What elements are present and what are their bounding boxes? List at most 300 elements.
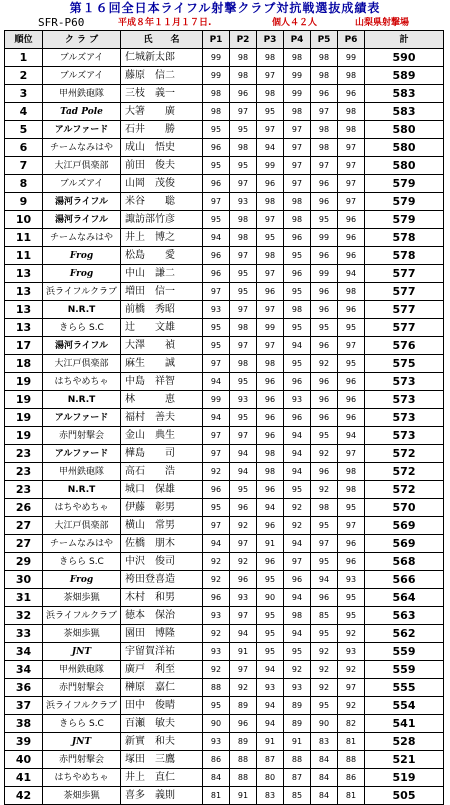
club-cell: チームなみはや — [43, 229, 121, 247]
club-cell: はちやめちゃ — [43, 499, 121, 517]
score-cell-p3: 96 — [257, 175, 284, 193]
score-cell-p2: 95 — [230, 409, 257, 427]
total-cell: 575 — [365, 355, 444, 373]
name-cell: 中島 祥智 — [121, 373, 203, 391]
table-row — [5, 769, 444, 787]
score-cell-p1: 95 — [203, 319, 230, 337]
score-cell-p2: 96 — [230, 571, 257, 589]
score-cell-p5: 97 — [311, 103, 338, 121]
club-cell: JNT — [43, 733, 121, 751]
name-cell: 榊原 嘉仁 — [121, 679, 203, 697]
score-cell-p2: 95 — [230, 283, 257, 301]
name-cell: 廣戸 利至 — [121, 661, 203, 679]
name-cell: 藤原 信二 — [121, 67, 203, 85]
score-cell-p2: 95 — [230, 157, 257, 175]
club-cell: Frog — [43, 265, 121, 283]
score-cell-p2: 98 — [230, 355, 257, 373]
score-cell-p3: 97 — [257, 301, 284, 319]
name-cell: 金山 典生 — [121, 427, 203, 445]
table-header-row — [5, 31, 444, 49]
score-cell-p5: 96 — [311, 337, 338, 355]
score-cell-p6: 96 — [338, 373, 365, 391]
rank-cell: 40 — [5, 751, 43, 769]
score-cell-p4: 93 — [284, 679, 311, 697]
score-cell-p5: 96 — [311, 85, 338, 103]
score-cell-p2: 95 — [230, 481, 257, 499]
table-row — [5, 445, 444, 463]
score-cell-p2: 97 — [230, 337, 257, 355]
rank-cell: 19 — [5, 427, 43, 445]
score-cell-p6: 98 — [338, 67, 365, 85]
table-row — [5, 283, 444, 301]
score-cell-p4: 95 — [284, 283, 311, 301]
rank-cell: 37 — [5, 697, 43, 715]
club-cell: はちやめちゃ — [43, 769, 121, 787]
total-cell: 579 — [365, 193, 444, 211]
club-cell: ブルズアイ — [43, 175, 121, 193]
name-cell: 増田 信一 — [121, 283, 203, 301]
club-cell: 湯河ライフル — [43, 337, 121, 355]
score-cell-p4: 92 — [284, 661, 311, 679]
rank-cell: 10 — [5, 211, 43, 229]
table-row — [5, 427, 444, 445]
rank-cell: 23 — [5, 463, 43, 481]
score-cell-p6: 97 — [338, 175, 365, 193]
rank-cell: 38 — [5, 715, 43, 733]
score-cell-p4: 94 — [284, 625, 311, 643]
total-cell: 572 — [365, 481, 444, 499]
score-cell-p4: 87 — [284, 769, 311, 787]
club-cell: 湯河ライフル — [43, 211, 121, 229]
score-cell-p3: 99 — [257, 319, 284, 337]
score-cell-p6: 96 — [338, 409, 365, 427]
score-cell-p3: 87 — [257, 751, 284, 769]
score-cell-p4: 89 — [284, 697, 311, 715]
score-cell-p2: 93 — [230, 589, 257, 607]
total-cell: 578 — [365, 247, 444, 265]
club-cell: JNT — [43, 643, 121, 661]
total-cell: 555 — [365, 679, 444, 697]
score-cell-p6: 96 — [338, 211, 365, 229]
score-cell-p2: 89 — [230, 733, 257, 751]
score-cell-p5: 92 — [311, 661, 338, 679]
table-row — [5, 373, 444, 391]
club-cell: 甲州鉄砲隊 — [43, 463, 121, 481]
score-cell-p1: 94 — [203, 229, 230, 247]
score-cell-p4: 96 — [284, 229, 311, 247]
score-cell-p4: 92 — [284, 499, 311, 517]
rank-cell: 6 — [5, 139, 43, 157]
score-cell-p4: 94 — [284, 535, 311, 553]
table-row — [5, 391, 444, 409]
col-header-club: ク ラ ブ — [43, 31, 121, 49]
total-cell: 572 — [365, 463, 444, 481]
total-cell: 570 — [365, 499, 444, 517]
score-cell-p2: 97 — [230, 301, 257, 319]
score-cell-p4: 97 — [284, 175, 311, 193]
score-cell-p5: 96 — [311, 283, 338, 301]
score-cell-p1: 94 — [203, 409, 230, 427]
score-cell-p3: 94 — [257, 661, 284, 679]
score-cell-p1: 95 — [203, 211, 230, 229]
name-cell: 辻 文雄 — [121, 319, 203, 337]
score-cell-p5: 98 — [311, 499, 338, 517]
score-cell-p4: 98 — [284, 193, 311, 211]
table-row — [5, 517, 444, 535]
event-code: SFR-P60 — [38, 16, 85, 29]
score-cell-p5: 98 — [311, 139, 338, 157]
score-cell-p5: 98 — [311, 49, 338, 67]
score-cell-p1: 97 — [203, 355, 230, 373]
total-cell: 590 — [365, 49, 444, 67]
table-row — [5, 751, 444, 769]
score-cell-p1: 97 — [203, 283, 230, 301]
total-cell: 568 — [365, 553, 444, 571]
rank-cell: 11 — [5, 247, 43, 265]
name-cell: 米谷 聡 — [121, 193, 203, 211]
name-cell: 井上 博之 — [121, 229, 203, 247]
table-row — [5, 535, 444, 553]
rank-cell: 34 — [5, 643, 43, 661]
club-cell: Frog — [43, 571, 121, 589]
rank-cell: 36 — [5, 679, 43, 697]
score-cell-p6: 92 — [338, 625, 365, 643]
score-cell-p1: 86 — [203, 751, 230, 769]
score-cell-p6: 81 — [338, 787, 365, 805]
score-cell-p6: 95 — [338, 319, 365, 337]
score-cell-p1: 92 — [203, 463, 230, 481]
score-cell-p2: 96 — [230, 499, 257, 517]
score-cell-p1: 95 — [203, 499, 230, 517]
rank-cell: 34 — [5, 661, 43, 679]
score-cell-p6: 93 — [338, 571, 365, 589]
score-cell-p6: 98 — [338, 121, 365, 139]
score-cell-p3: 94 — [257, 697, 284, 715]
total-cell: 583 — [365, 103, 444, 121]
score-cell-p6: 98 — [338, 103, 365, 121]
score-cell-p1: 96 — [203, 481, 230, 499]
score-cell-p4: 88 — [284, 751, 311, 769]
table-row — [5, 319, 444, 337]
score-cell-p1: 98 — [203, 103, 230, 121]
total-cell: 573 — [365, 409, 444, 427]
score-cell-p6: 98 — [338, 481, 365, 499]
score-cell-p2: 95 — [230, 121, 257, 139]
col-header-name: 氏 名 — [121, 31, 203, 49]
table-row — [5, 553, 444, 571]
club-cell: N.R.T — [43, 481, 121, 499]
score-cell-p4: 91 — [284, 733, 311, 751]
score-cell-p3: 91 — [257, 733, 284, 751]
total-cell: 569 — [365, 535, 444, 553]
total-cell: 562 — [365, 625, 444, 643]
event-date: 平成８年１１月１７日. — [118, 18, 212, 28]
score-cell-p5: 95 — [311, 517, 338, 535]
score-cell-p2: 94 — [230, 445, 257, 463]
total-cell: 577 — [365, 301, 444, 319]
score-cell-p5: 84 — [311, 769, 338, 787]
rank-cell: 8 — [5, 175, 43, 193]
score-cell-p3: 98 — [257, 355, 284, 373]
score-cell-p5: 84 — [311, 751, 338, 769]
score-cell-p4: 95 — [284, 247, 311, 265]
table-row — [5, 85, 444, 103]
name-cell: 大箸 廣 — [121, 103, 203, 121]
score-cell-p6: 81 — [338, 733, 365, 751]
name-cell: 園田 博隆 — [121, 625, 203, 643]
score-cell-p1: 97 — [203, 193, 230, 211]
table-row — [5, 67, 444, 85]
table-row — [5, 787, 444, 805]
score-cell-p5: 95 — [311, 625, 338, 643]
score-cell-p6: 97 — [338, 157, 365, 175]
score-cell-p3: 95 — [257, 571, 284, 589]
table-row — [5, 589, 444, 607]
score-cell-p6: 95 — [338, 607, 365, 625]
club-cell: 甲州鉄砲隊 — [43, 85, 121, 103]
club-cell: チームなみはや — [43, 535, 121, 553]
club-cell: アルファード — [43, 121, 121, 139]
name-cell: 横山 常男 — [121, 517, 203, 535]
score-cell-p5: 83 — [311, 733, 338, 751]
name-cell: 林 恵 — [121, 391, 203, 409]
score-cell-p1: 96 — [203, 247, 230, 265]
score-cell-p4: 95 — [284, 355, 311, 373]
score-cell-p4: 98 — [284, 301, 311, 319]
rank-cell: 32 — [5, 607, 43, 625]
rank-cell: 19 — [5, 391, 43, 409]
rank-cell: 17 — [5, 337, 43, 355]
name-cell: 福村 善夫 — [121, 409, 203, 427]
score-cell-p1: 96 — [203, 139, 230, 157]
total-cell: 572 — [365, 445, 444, 463]
club-cell: N.R.T — [43, 391, 121, 409]
total-cell: 559 — [365, 661, 444, 679]
score-cell-p3: 95 — [257, 643, 284, 661]
score-cell-p6: 92 — [338, 661, 365, 679]
total-cell: 579 — [365, 175, 444, 193]
score-cell-p2: 98 — [230, 319, 257, 337]
score-cell-p3: 96 — [257, 481, 284, 499]
score-cell-p1: 94 — [203, 373, 230, 391]
score-cell-p3: 95 — [257, 607, 284, 625]
name-cell: 麻生 誠 — [121, 355, 203, 373]
score-cell-p6: 97 — [338, 445, 365, 463]
name-cell: 中沢 俊司 — [121, 553, 203, 571]
table-row — [5, 715, 444, 733]
total-cell: 578 — [365, 229, 444, 247]
table-row — [5, 157, 444, 175]
score-cell-p3: 95 — [257, 103, 284, 121]
club-cell: 大江戸倶楽部 — [43, 157, 121, 175]
club-cell: 茶畑歩猟 — [43, 787, 121, 805]
score-cell-p1: 93 — [203, 643, 230, 661]
score-cell-p6: 96 — [338, 553, 365, 571]
score-cell-p1: 95 — [203, 337, 230, 355]
score-cell-p5: 92 — [311, 355, 338, 373]
col-header-p1: P1 — [203, 31, 230, 49]
rank-cell: 41 — [5, 769, 43, 787]
score-cell-p5: 90 — [311, 715, 338, 733]
score-cell-p3: 91 — [257, 535, 284, 553]
rank-cell: 13 — [5, 301, 43, 319]
club-cell: Frog — [43, 247, 121, 265]
score-cell-p4: 94 — [284, 337, 311, 355]
score-cell-p1: 99 — [203, 67, 230, 85]
score-cell-p1: 95 — [203, 157, 230, 175]
score-cell-p1: 94 — [203, 535, 230, 553]
rank-cell: 30 — [5, 571, 43, 589]
score-cell-p4: 85 — [284, 787, 311, 805]
score-cell-p5: 96 — [311, 175, 338, 193]
score-cell-p3: 94 — [257, 715, 284, 733]
club-cell: アルファード — [43, 409, 121, 427]
club-cell: 赤門射撃会 — [43, 679, 121, 697]
table-row — [5, 121, 444, 139]
rank-cell: 13 — [5, 265, 43, 283]
participant-count: 個人４２人 — [272, 18, 318, 28]
score-cell-p2: 98 — [230, 67, 257, 85]
total-cell: 559 — [365, 643, 444, 661]
col-header-p3: P3 — [257, 31, 284, 49]
score-cell-p3: 97 — [257, 211, 284, 229]
score-cell-p2: 97 — [230, 103, 257, 121]
score-cell-p4: 95 — [284, 481, 311, 499]
score-cell-p4: 96 — [284, 265, 311, 283]
club-cell: 茶畑歩猟 — [43, 589, 121, 607]
score-cell-p5: 95 — [311, 697, 338, 715]
club-cell: 赤門射撃会 — [43, 751, 121, 769]
score-cell-p1: 99 — [203, 391, 230, 409]
score-cell-p5: 98 — [311, 121, 338, 139]
rank-cell: 3 — [5, 85, 43, 103]
rank-cell: 23 — [5, 445, 43, 463]
name-cell: 諏訪部竹彦 — [121, 211, 203, 229]
score-cell-p5: 97 — [311, 535, 338, 553]
col-header-p6: P6 — [338, 31, 365, 49]
score-cell-p6: 96 — [338, 535, 365, 553]
rank-cell: 29 — [5, 553, 43, 571]
score-cell-p6: 98 — [338, 463, 365, 481]
venue: 山梨県射撃場 — [355, 18, 410, 28]
name-cell: 松島 愛 — [121, 247, 203, 265]
table-row — [5, 337, 444, 355]
score-cell-p5: 96 — [311, 589, 338, 607]
score-cell-p5: 96 — [311, 193, 338, 211]
table-row — [5, 661, 444, 679]
name-cell: 高石 浩 — [121, 463, 203, 481]
score-cell-p5: 97 — [311, 157, 338, 175]
score-cell-p2: 97 — [230, 427, 257, 445]
table-row — [5, 481, 444, 499]
table-row — [5, 301, 444, 319]
score-cell-p6: 95 — [338, 499, 365, 517]
score-cell-p1: 97 — [203, 427, 230, 445]
col-header-rank: 順位 — [5, 31, 43, 49]
score-cell-p6: 94 — [338, 427, 365, 445]
score-cell-p6: 94 — [338, 265, 365, 283]
score-cell-p3: 93 — [257, 679, 284, 697]
score-cell-p2: 98 — [230, 229, 257, 247]
table-row — [5, 139, 444, 157]
score-cell-p4: 97 — [284, 121, 311, 139]
score-cell-p4: 96 — [284, 409, 311, 427]
name-cell: 城口 保雄 — [121, 481, 203, 499]
score-cell-p5: 92 — [311, 481, 338, 499]
score-cell-p3: 96 — [257, 427, 284, 445]
total-cell: 577 — [365, 265, 444, 283]
score-cell-p4: 94 — [284, 589, 311, 607]
score-cell-p4: 95 — [284, 319, 311, 337]
club-cell: 甲州鉄砲隊 — [43, 661, 121, 679]
table-row — [5, 625, 444, 643]
table-row — [5, 643, 444, 661]
score-cell-p2: 93 — [230, 391, 257, 409]
total-cell: 576 — [365, 337, 444, 355]
total-cell: 589 — [365, 67, 444, 85]
score-cell-p5: 92 — [311, 679, 338, 697]
score-cell-p5: 85 — [311, 607, 338, 625]
score-cell-p1: 96 — [203, 265, 230, 283]
score-cell-p2: 97 — [230, 607, 257, 625]
name-cell: 佐橋 朋木 — [121, 535, 203, 553]
score-cell-p2: 89 — [230, 697, 257, 715]
score-cell-p3: 94 — [257, 139, 284, 157]
club-cell: ブルズアイ — [43, 67, 121, 85]
total-cell: 573 — [365, 427, 444, 445]
score-cell-p2: 96 — [230, 715, 257, 733]
table-row — [5, 265, 444, 283]
total-cell: 566 — [365, 571, 444, 589]
name-cell: 木村 和男 — [121, 589, 203, 607]
rank-cell: 23 — [5, 481, 43, 499]
col-header-p2: P2 — [230, 31, 257, 49]
club-cell: 浜ライフルクラブ — [43, 283, 121, 301]
score-cell-p3: 98 — [257, 49, 284, 67]
score-cell-p2: 88 — [230, 769, 257, 787]
name-cell: 大澤 禎 — [121, 337, 203, 355]
score-cell-p5: 96 — [311, 247, 338, 265]
name-cell: 前橋 秀昭 — [121, 301, 203, 319]
club-cell: 浜ライフルクラブ — [43, 607, 121, 625]
score-cell-p6: 92 — [338, 697, 365, 715]
name-cell: 田中 俊晴 — [121, 697, 203, 715]
total-cell: 521 — [365, 751, 444, 769]
score-cell-p4: 97 — [284, 139, 311, 157]
score-cell-p4: 96 — [284, 373, 311, 391]
club-cell: きらら S.C — [43, 553, 121, 571]
score-cell-p4: 98 — [284, 607, 311, 625]
total-cell: 580 — [365, 157, 444, 175]
score-cell-p1: 93 — [203, 301, 230, 319]
score-cell-p3: 98 — [257, 463, 284, 481]
score-cell-p5: 96 — [311, 301, 338, 319]
club-cell: 浜ライフルクラブ — [43, 697, 121, 715]
score-cell-p6: 96 — [338, 391, 365, 409]
score-cell-p5: 96 — [311, 391, 338, 409]
score-cell-p6: 97 — [338, 193, 365, 211]
score-cell-p6: 97 — [338, 139, 365, 157]
name-cell: 石井 勝 — [121, 121, 203, 139]
score-cell-p3: 98 — [257, 445, 284, 463]
score-cell-p4: 97 — [284, 157, 311, 175]
table-row — [5, 499, 444, 517]
score-cell-p5: 96 — [311, 409, 338, 427]
rank-cell: 39 — [5, 733, 43, 751]
total-cell: 579 — [365, 211, 444, 229]
score-cell-p2: 92 — [230, 517, 257, 535]
score-cell-p3: 90 — [257, 589, 284, 607]
